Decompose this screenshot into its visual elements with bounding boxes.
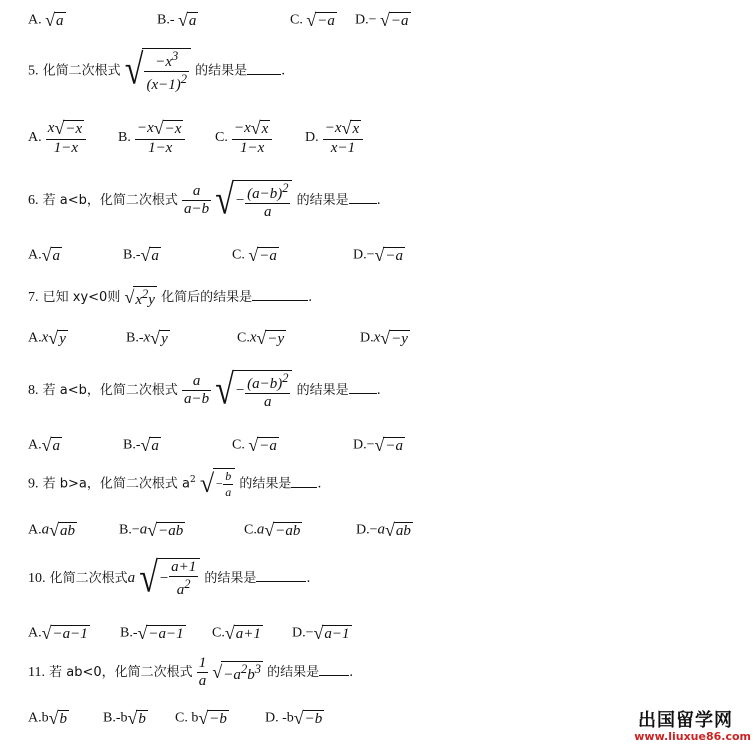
watermark-title: 出国留学网 (638, 710, 733, 731)
question-5: 5. 化简二次根式 √ $\frac{-x^3}{(x-1)^2}$ 的结果是 . (28, 47, 286, 94)
q5-option-a: A. $\frac{x√-x}{1-x}$ (28, 118, 86, 157)
q11-option-b: B.-b√b (103, 708, 146, 728)
q8-option-c: C. √−a (232, 435, 277, 455)
q6-option-a: A.√a (28, 245, 61, 265)
q11-option-c: C. b√−b (175, 708, 227, 728)
q10-option-b: B.-√−a−1 (120, 623, 184, 643)
q6-option-b: B.-√a (123, 245, 159, 265)
q9-option-d: D.−a√ab (356, 520, 411, 540)
question-8: 8. 若 a<b，化简二次根式 $\frac{a}{a-b}$ √− $\frac{(a-b)^2}{a}$ 的结果是 . (28, 366, 381, 413)
q7-option-c: C.x√−y (237, 328, 285, 348)
q10-option-d: D.−√a−1 (292, 623, 350, 643)
watermark-logo (605, 706, 755, 746)
q11-option-a: A.b√b (28, 708, 68, 728)
question-7: 7. 已知 xy<0则 $√x^2y$ 化简后的结果是 . (28, 287, 313, 308)
q5-option-d: D. $\frac{-x√x}{x-1}$ (305, 118, 363, 157)
q11-option-d: D. -b√−b (265, 708, 323, 728)
q8-option-d: D.−√−a (353, 435, 404, 455)
q5-option-b: B. $\frac{-x√-x}{1-x}$ (118, 118, 185, 157)
q6-option-c: C. √−a (232, 245, 277, 265)
question-9: 9. 若 b>a，化简二次根式 $a^2$ √− $\frac{b}{a}$ 的结果是 . (28, 469, 322, 499)
q5-option-c: C. $\frac{-x√x}{1-x}$ (215, 118, 272, 157)
q7-option-a: A.x√y (28, 328, 66, 348)
q10-option-a: A.√−a−1 (28, 623, 88, 643)
q7-option-d: D.x√−y (360, 328, 408, 348)
row0-option-b: B.- √a (157, 10, 197, 30)
q10-option-c: C.√a+1 (212, 623, 261, 643)
q8-option-a: A.√a (28, 435, 61, 455)
q6-option-d: D.−√−a (353, 245, 404, 265)
row0-option-d: D.− √−a (355, 10, 409, 30)
row0-option-a: A. √a (28, 10, 64, 30)
q7-option-b: B.-x√y (126, 328, 168, 348)
question-11: 11. 若 ab<0，化简二次根式 $\frac{1}{a}$ $√-a^2b^3$ 的结果是 . (28, 655, 354, 689)
q9-option-a: A.a√ab (28, 520, 76, 540)
q9-option-c: C.a√−ab (244, 520, 301, 540)
watermark-url: www.liuxue86.com (634, 730, 751, 743)
row0-option-c: C. √−a (290, 10, 335, 30)
q9-option-b: B.−a√−ab (119, 520, 184, 540)
q8-option-b: B.-√a (123, 435, 159, 455)
question-10: 10. 化简二次根式a √− $\frac{a+1}{a^2}$ 的结果是 . (28, 554, 311, 601)
question-6: 6. 若 a<b，化简二次根式 $\frac{a}{a-b}$ √− $\frac{(a-b)^2}{a}$ 的结果是 . (28, 176, 381, 223)
